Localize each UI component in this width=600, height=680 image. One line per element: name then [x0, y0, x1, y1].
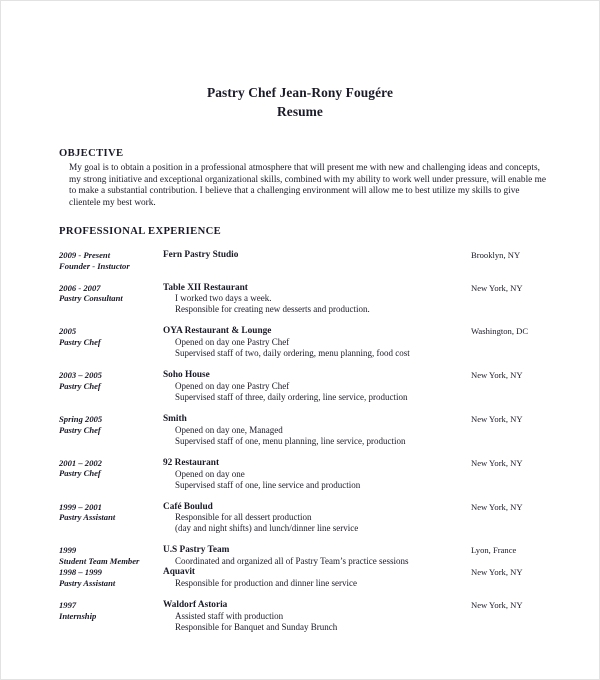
document-header	[1, 1, 599, 121]
experience-duty-item: Opened on day one Pastry Chef	[175, 337, 290, 348]
experience-role-title: Pastry Assistant	[59, 512, 116, 523]
experience-duty-list	[163, 337, 465, 359]
experience-duty-item: Assisted staff with production	[175, 610, 284, 621]
experience-details	[163, 370, 465, 403]
experience-duty-item: Supervised staff of one, line service and production	[175, 479, 361, 490]
experience-date-range: 1999 – 2001	[59, 501, 102, 512]
experience-duty-list	[163, 556, 465, 567]
experience-role-title: Pastry Chef	[59, 468, 101, 479]
experience-dates	[59, 250, 163, 271]
experience-duty-item: Opened on day one Pastry Chef	[175, 380, 290, 391]
experience-entry	[59, 567, 547, 589]
experience-role-title: Student Team Member	[59, 555, 140, 566]
experience-date-range: 1998 – 1999	[59, 567, 102, 578]
experience-details	[163, 283, 465, 316]
experience-heading: PROFESSIONAL EXPERIENCE	[59, 226, 221, 238]
experience-location: New York, NY	[471, 599, 523, 610]
experience-entry-row	[59, 326, 547, 359]
experience-date-range: Spring 2005	[59, 413, 103, 424]
experience-duty-list	[163, 469, 465, 491]
experience-role-title: Pastry Chef	[59, 380, 101, 391]
experience-entry-row	[59, 250, 547, 271]
objective-heading: OBJECTIVE	[59, 148, 124, 159]
experience-entry	[59, 458, 547, 491]
experience-location: New York, NY	[471, 413, 523, 424]
experience-organization: Fern Pastry Studio	[163, 250, 239, 261]
experience-entry-row	[59, 283, 547, 316]
experience-location: New York, NY	[471, 282, 523, 293]
experience-entry-row	[59, 458, 547, 491]
experience-duty-item: I worked two days a week.	[175, 293, 272, 304]
experience-details	[163, 250, 465, 261]
experience-entry-row	[59, 567, 547, 589]
experience-date-range: 2009 - Present	[59, 250, 111, 261]
experience-date-range: 2001 – 2002	[59, 457, 102, 468]
experience-organization: Aquavit	[163, 567, 196, 578]
experience-location: New York, NY	[471, 501, 523, 512]
experience-date-range: 1997	[59, 599, 77, 610]
experience-role-title: Pastry Chef	[59, 424, 101, 435]
experience-duty-list	[163, 425, 465, 447]
experience-dates	[59, 283, 163, 304]
experience-duty-item: Supervised staff of one, menu planning, line service, production	[175, 435, 406, 446]
objective-body-text: My goal is to obtain a position in a professional atmosphere that will present me with new and challenging ideas and concepts, my strong initiative and exceptional organizational skills, combined with my ability to work well under pressure, will enable me to make a substantial contribution. I believe that a challenging environment will allow me to best utilize my skills to give clientele my best work.	[69, 163, 546, 208]
experience-location: Lyon, France	[471, 545, 517, 556]
experience-location: New York, NY	[471, 370, 523, 381]
experience-role-title: Pastry Consultant	[59, 293, 123, 304]
experience-entry	[59, 370, 547, 403]
experience-duty-item: Coordinated and organized all of Pastry Team’s practice sessions	[175, 556, 409, 567]
experience-details	[163, 545, 465, 567]
experience-role-title: Internship	[59, 610, 97, 621]
experience-entry	[59, 250, 547, 271]
experience-organization: Table XII Restaurant	[163, 282, 248, 293]
experience-dates	[59, 567, 163, 588]
experience-details	[163, 567, 465, 589]
objective-section	[1, 148, 599, 209]
experience-organization: OYA Restaurant & Lounge	[163, 326, 272, 337]
experience-organization: Smith	[163, 413, 187, 424]
experience-details	[163, 502, 465, 535]
experience-duty-list	[163, 512, 465, 534]
experience-entry	[59, 283, 547, 316]
experience-organization: Café Boulud	[163, 501, 213, 512]
experience-details	[163, 326, 465, 359]
experience-location: New York, NY	[471, 567, 523, 578]
experience-location: New York, NY	[471, 457, 523, 468]
experience-organization: Soho House	[163, 370, 210, 381]
experience-dates	[59, 326, 163, 347]
experience-duty-item: Supervised staff of three, daily ordering, line service, production	[175, 391, 408, 402]
experience-dates	[59, 502, 163, 523]
experience-entry-list	[59, 250, 547, 632]
experience-entry-row	[59, 502, 547, 535]
experience-duty-item: Responsible for all dessert production	[175, 512, 312, 523]
experience-duty-list	[163, 611, 465, 633]
experience-dates	[59, 414, 163, 435]
experience-location: Brooklyn, NY	[471, 250, 521, 261]
experience-dates	[59, 600, 163, 621]
experience-role-title: Pastry Chef	[59, 336, 101, 347]
experience-dates	[59, 545, 163, 566]
experience-role-title: Founder - Instuctor	[59, 260, 130, 271]
experience-details	[163, 414, 465, 447]
experience-entry	[59, 414, 547, 447]
experience-date-range: 2006 - 2007	[59, 282, 101, 293]
experience-date-range: 1999	[59, 545, 77, 556]
experience-entry	[59, 326, 547, 359]
experience-role-title: Pastry Assistant	[59, 577, 116, 588]
experience-duty-list	[163, 293, 465, 315]
resume-title-subtitle: Resume	[277, 104, 323, 119]
experience-duty-item: Responsible for production and dinner line service	[175, 577, 357, 588]
experience-date-range: 2003 – 2005	[59, 370, 102, 381]
experience-location: Washington, DC	[471, 326, 529, 337]
experience-entry	[59, 502, 547, 535]
experience-duty-item: Responsible for Banquet and Sunday Brunch	[175, 621, 338, 632]
experience-details	[163, 600, 465, 633]
experience-duty-list	[163, 578, 465, 589]
experience-organization: 92 Restaurant	[163, 457, 220, 468]
experience-duty-item: Supervised staff of two, daily ordering, menu planning, food cost	[175, 348, 410, 359]
experience-duty-item: (day and night shifts) and lunch/dinner line service	[175, 523, 359, 534]
experience-duty-item: Opened on day one, Managed	[175, 424, 283, 435]
experience-organization: U.S Pastry Team	[163, 545, 230, 556]
experience-duty-list	[163, 381, 465, 403]
experience-entry	[59, 545, 547, 567]
experience-dates	[59, 458, 163, 479]
experience-organization: Waldorf Astoria	[163, 599, 228, 610]
experience-entry-row	[59, 545, 547, 567]
professional-experience-section	[1, 226, 599, 632]
experience-entry	[59, 600, 547, 633]
experience-entry-row	[59, 414, 547, 447]
experience-date-range: 2005	[59, 326, 77, 337]
experience-entry-row	[59, 370, 547, 403]
resume-title-name: Pastry Chef Jean-Rony Fougére	[206, 85, 393, 100]
experience-duty-item: Opened on day one	[175, 468, 245, 479]
experience-details	[163, 458, 465, 491]
experience-duty-item: Responsible for creating new desserts and production.	[175, 304, 370, 315]
experience-entry-row	[59, 600, 547, 633]
experience-dates	[59, 370, 163, 391]
